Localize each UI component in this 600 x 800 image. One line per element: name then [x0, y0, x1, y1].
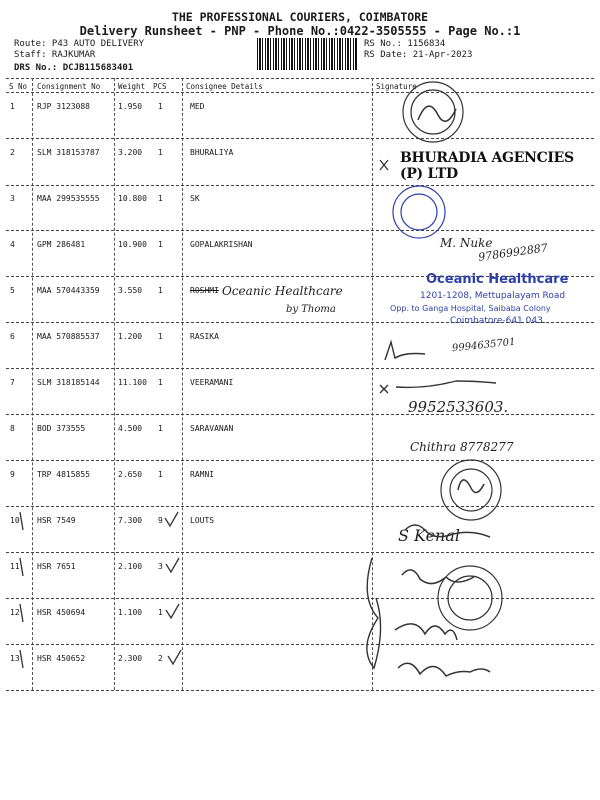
row-consignment: MAA 299535555: [37, 194, 100, 203]
company-title: THE PROFESSIONAL COURIERS, COIMBATORE: [171, 10, 429, 24]
col-header-consignee: Consignee Details: [186, 82, 263, 91]
private-limited-seal-icon: [441, 460, 501, 520]
agency-stamp-text: BHURADIA AGENCIES (P) LTD: [400, 150, 574, 182]
oceanic-stamp-address: Coimbatore-641 043.: [450, 316, 546, 326]
row-sno: 3: [10, 194, 15, 203]
row-pcs: 1: [158, 286, 163, 295]
row-sno: 6: [10, 332, 15, 341]
row-consignment: GPM 286481: [37, 240, 86, 249]
row-pcs: 1: [158, 240, 163, 249]
row-weight: 11.100: [118, 378, 147, 387]
row-sno: 12: [10, 608, 20, 617]
row-consignee: ROSHMI: [190, 286, 219, 295]
row-consignee: VEERAMANI: [190, 378, 234, 387]
row-rule: [6, 138, 594, 139]
row-weight: 1.100: [118, 608, 143, 617]
row-consignment: RJP 3123088: [37, 102, 90, 111]
handwritten-note: by Thoma: [286, 304, 336, 315]
row-weight: 2.650: [118, 470, 143, 479]
row-sno: 2: [10, 148, 15, 157]
row-consignee: RAMNI: [190, 470, 215, 479]
row-consignment: HSR 450694: [37, 608, 86, 617]
row-sno: 8: [10, 424, 15, 433]
col-header-pcs: PCS: [153, 82, 167, 91]
row-sno: 9: [10, 470, 15, 479]
col-header-signature: Signature: [376, 82, 417, 91]
handwritten-name: M. Nuke: [440, 236, 493, 250]
runsheet-subtitle: Delivery Runsheet - PNP - Phone No.:0422-3505555 - Page No.:1: [79, 24, 521, 38]
row-sno: 5: [10, 286, 15, 295]
table-top-rule: [6, 78, 594, 79]
row-rule: [6, 552, 594, 553]
row-rule: [6, 185, 594, 186]
row-pcs: 1: [158, 332, 163, 341]
row-weight: 7.300: [118, 516, 143, 525]
row-weight: 10.800: [118, 194, 147, 203]
row-rule: [6, 506, 594, 507]
row-consignment: MAA 570443359: [37, 286, 100, 295]
table-bottom-rule: [6, 690, 594, 691]
drs-number: DRS No.: DCJB115683401: [14, 63, 134, 73]
handwritten-note: Oceanic Healthcare: [222, 284, 343, 298]
barcode-image: [257, 38, 357, 70]
route-label: Route: P43 AUTO DELIVERY: [14, 39, 145, 49]
row-weight: 1.200: [118, 332, 143, 341]
handwritten-phone: Chithra 8778277: [410, 440, 514, 454]
row-sno: 7: [10, 378, 15, 387]
row-rule: [6, 460, 594, 461]
handwritten-phone: 9786992887: [477, 241, 549, 264]
handwritten-phone: 9994635701: [451, 336, 517, 355]
row-consignment: HSR 7549: [37, 516, 76, 525]
row-weight: 2.100: [118, 562, 143, 571]
row-pcs: 2: [158, 654, 163, 663]
row-rule: [6, 368, 594, 369]
row-consignment: MAA 570885537: [37, 332, 100, 341]
row-sno: 1: [10, 102, 15, 111]
row-consignment: SLM 318153787: [37, 148, 100, 157]
row-consignment: BOD 373555: [37, 424, 86, 433]
row-consignee: MED: [190, 102, 205, 111]
row-weight: 4.500: [118, 424, 143, 433]
row-consignee: SK: [190, 194, 200, 203]
row-consignee: RASIKA: [190, 332, 219, 341]
row-consignment: SLM 318185144: [37, 378, 100, 387]
oceanic-stamp-name: Oceanic Healthcare: [426, 272, 569, 287]
col-header-consignment: Consignment No: [37, 82, 101, 91]
oceanic-stamp-address: 1201-1208, Mettupalayam Road: [420, 291, 566, 301]
row-pcs: 3: [158, 562, 163, 571]
row-consignment: HSR 450652: [37, 654, 86, 663]
col-header-weight: Weight: [118, 82, 146, 91]
row-sno: 13: [10, 654, 20, 663]
oceanic-stamp-address: Opp. to Ganga Hospital, Saibaba Colony: [390, 304, 551, 313]
row-consignee: LOUTS: [190, 516, 215, 525]
row-pcs: 1: [158, 194, 163, 203]
row-rule: [6, 230, 594, 231]
row-pcs: 1: [158, 378, 163, 387]
row-consignee: BHURALIYA: [190, 148, 234, 157]
rs-date: RS Date: 21-Apr-2023: [364, 50, 473, 60]
row-rule: [6, 598, 594, 599]
row-rule: [6, 644, 594, 645]
row-consignment: HSR 7651: [37, 562, 76, 571]
row-pcs: 1: [158, 470, 163, 479]
med-stamp-icon: [403, 82, 463, 142]
row-weight: 2.300: [118, 654, 143, 663]
row-weight: 10.900: [118, 240, 147, 249]
staff-label: Staff: RAJKUMAR: [14, 50, 96, 60]
handwritten-signature: S Kenal: [398, 526, 460, 545]
row-consignee: SARAVANAN: [190, 424, 234, 433]
handwritten-phone: 9952533603.: [408, 398, 509, 416]
header-rule: [6, 92, 594, 93]
row-pcs: 1: [158, 424, 163, 433]
row-sno: 4: [10, 240, 15, 249]
row-weight: 1.950: [118, 102, 143, 111]
row-pcs: 9: [158, 516, 163, 525]
col-header-sno: S No: [9, 82, 28, 91]
row-pcs: 1: [158, 608, 163, 617]
row-consignee: GOPALAKRISHAN: [190, 240, 253, 249]
row-pcs: 1: [158, 102, 163, 111]
row-pcs: 1: [158, 148, 163, 157]
row-sno: 11: [10, 562, 20, 571]
rs-number: RS No.: 1156834: [364, 39, 446, 49]
row-weight: 3.550: [118, 286, 143, 295]
row-weight: 3.200: [118, 148, 143, 157]
row-sno: 10: [10, 516, 20, 525]
row-consignment: TRP 4815855: [37, 470, 90, 479]
